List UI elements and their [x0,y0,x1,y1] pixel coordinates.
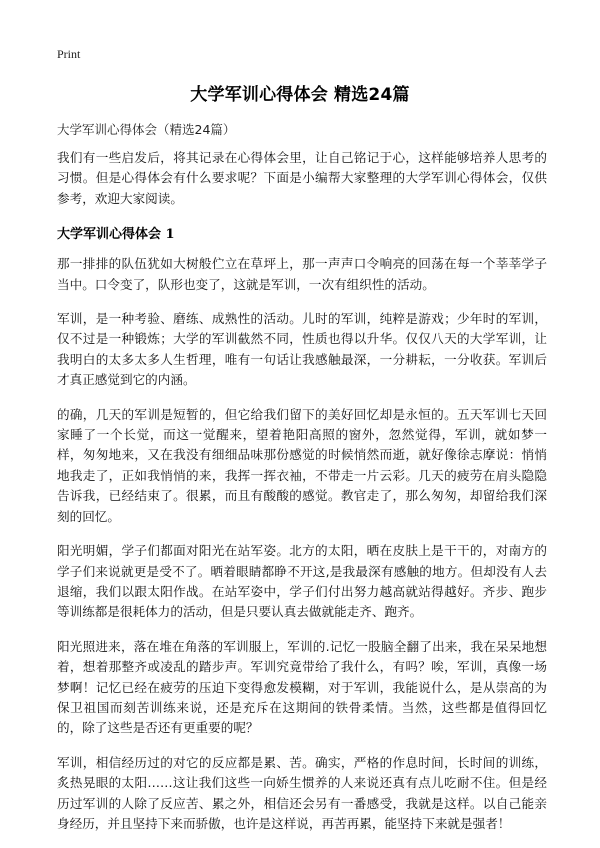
document-subtitle: 大学军训心得体会（精选24篇） [57,122,236,137]
paragraph-3: 的确，几天的军训是短暂的，但它给我们留下的美好回忆却是永恒的。五天军训七天回家睡了一个长觉，而这一觉醒来，望着艳阳高照的窗外，忽然觉得，军训，就如梦一样，匆匆地来，又在我没有细细品味那份感觉的时候悄然而逝，就好像徐志摩说：悄悄地我走了，正如我悄悄的来，我挥一挥衣袖，不带走一片云彩。几天的疲劳在肩头隐隐告诉我，已经结束了。很累，而且有酸酸的感觉。教官走了，那么匆匆，却留给我们深刻的回忆。 [57,406,547,524]
paragraph-2: 军训，是一种考验、磨练、成熟性的活动。儿时的军训，纯粹是游戏；少年时的军训，仅不过是一种锻炼；大学的军训截然不同，性质也得以升华。仅仅八天的大学军训，让我明白的太多太多人生哲理，唯有一句话让我感触最深，一分耕耘，一分收获。军训后才真正感觉到它的内涵。 [57,311,547,388]
paragraph-4: 阳光明媚，学子们都面对阳光在站军姿。北方的太阳，晒在皮肤上是干干的，对南方的学子们来说就更是受不了。晒着眼睛都睁不开这,是我最深有感触的地方。但却没有人去退缩，我们以跟太阳作战。在站军姿中，学子们付出努力越高就站得越好。齐步、跑步等训练都是很耗体力的活动，但是只要认真去做就能走齐、跑齐。 [57,543,547,620]
print-link[interactable]: Print [57,47,81,61]
article-body [57,148,547,848]
page-title: 大学军训心得体会 精选24篇 [190,85,410,105]
section-heading: 大学军训心得体会 1 [57,227,175,243]
paragraph-6: 军训，相信经历过的对它的反应都是累、苦。确实，严格的作息时间，长时间的训练，炙热晃眼的太阳……这让我们这些一向娇生惯养的人来说还真有点儿吃耐不住。但是经历过军训的人除了反应苦、累之外，相信还会另有一番感受，我就是这样。以自己能亲身经历，并且坚持下来而骄傲，也许是这样说，再苦再累，能坚持下来就是强者！ [57,754,547,831]
paragraph-1: 那一排排的队伍犹如大树般伫立在草坪上，那一声声口令响亮的回荡在每一个莘莘学子当中。口令变了，队形也变了，这就是军训，一次有组织性的活动。 [57,256,547,292]
paragraph-5: 阳光照进来，落在堆在角落的军训服上，军训的.记忆一股脑全翻了出来，我在呆呆地想着，想着那整齐或凌乱的踏步声。军训究竟带给了我什么，有吗？唉，军训，真像一场梦啊！记忆已经在疲劳的压迫下变得愈发模糊，对于军训，我能说什么，是从崇高的为保卫祖国而刻苦训练来说，还是充斥在这期间的铁骨柔情。当然，这些都是值得回忆的，除了这些是否还有更重要的呢？ [57,638,547,736]
intro-paragraph: 我们有一些启发后，将其记录在心得体会里，让自己铭记于心，这样能够培养人思考的习惯。但是心得体会有什么要求呢？下面是小编帮大家整理的大学军训心得体会，仅供参考，欢迎大家阅读。 [57,150,547,206]
